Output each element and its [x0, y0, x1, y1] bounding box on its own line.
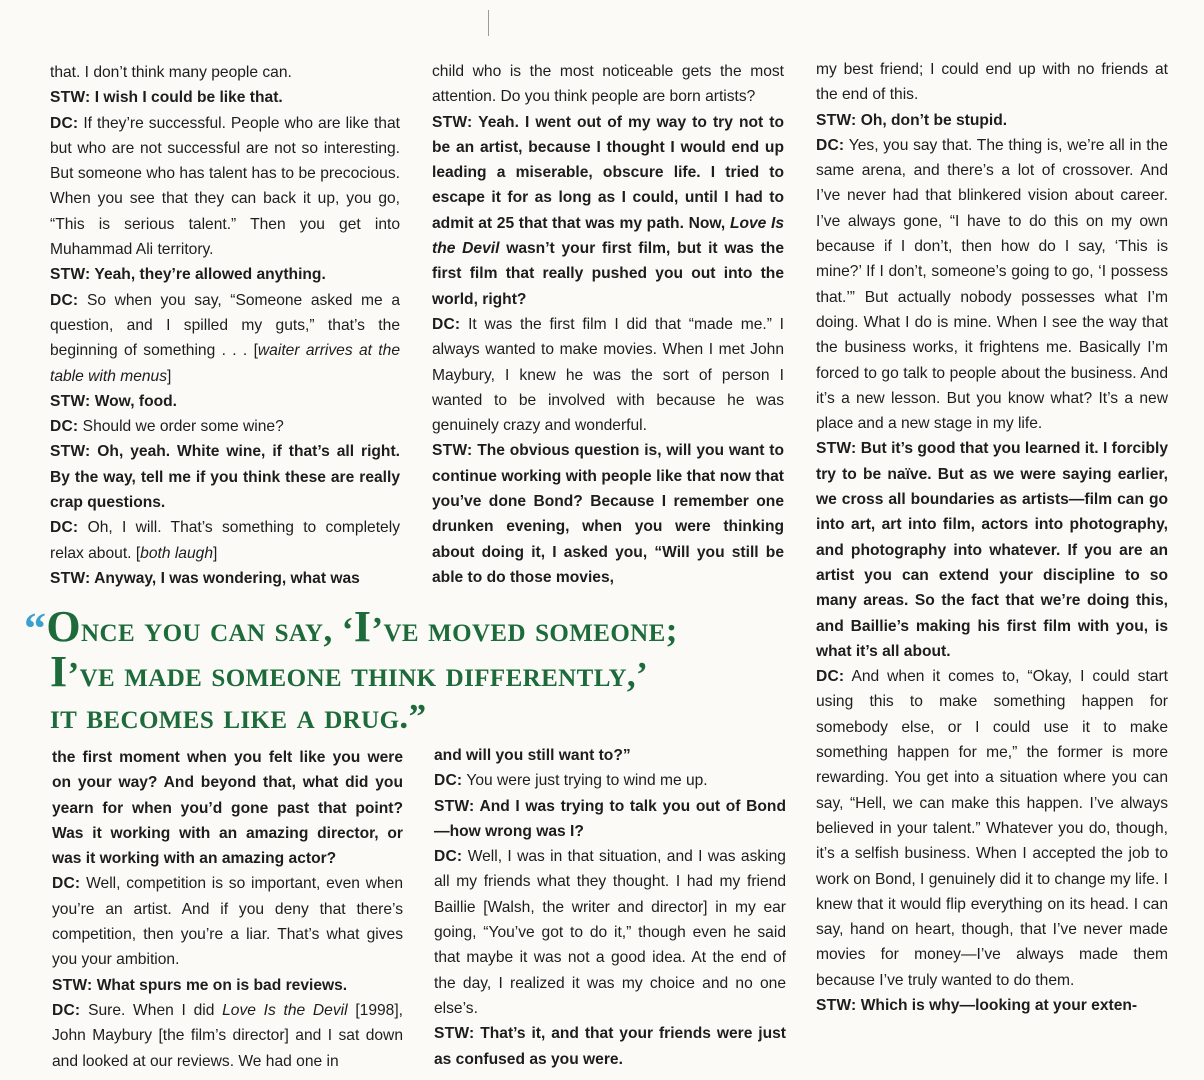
- speaker-label: DC:: [50, 291, 79, 309]
- answer-paragraph: DC: It was the first film I did that “made me.” I always wanted to make movies. When I met John Maybury, I knew he was the sort of person I wanted to be involved with because he was genuinely crazy and wonderful.: [432, 315, 784, 435]
- question-paragraph: STW: Yeah, they’re allowed anything.: [50, 266, 326, 284]
- question-paragraph: and will you still want to?”: [434, 747, 631, 764]
- question-paragraph: STW: What spurs me on is bad reviews.: [52, 976, 348, 994]
- answer-paragraph: DC: Well, I was in that situation, and I was asking all my friends what they thought. I had my friend Baillie [Walsh, the writer and director] in my ear going, “You’ve got to do it,” though even he said that maybe it was not a good idea. At the end of the day, I realized it was my choice and no one else’s.: [434, 848, 786, 1017]
- answer-paragraph: DC: Should we order some wine?: [50, 418, 284, 436]
- speaker-label: STW:: [52, 976, 93, 994]
- question-paragraph: STW: And I was trying to talk you out of Bond—how wrong was I?: [434, 797, 786, 840]
- question-paragraph: STW: Oh, don’t be stupid.: [816, 111, 1008, 129]
- column-2-bottom: [434, 743, 786, 1072]
- speaker-label: STW:: [434, 1025, 475, 1043]
- speaker-label: DC:: [50, 418, 79, 436]
- column-1-bottom: [52, 745, 403, 1074]
- speaker-label: STW:: [432, 442, 473, 460]
- page-crease: [488, 10, 489, 36]
- paragraph: my best friend; I could end up with no friends at the end of this.: [816, 61, 1168, 104]
- pull-quote-line-2: I’ve made someone think differently,’: [50, 647, 649, 696]
- speaker-label: DC:: [50, 114, 79, 132]
- question-paragraph: STW: The obvious question is, will you want to continue working with people like that now that you’ve done Bond? Because I remember one drunken evening, when you were thinking about doing it, I asked you, “Will you still be able to do those movies,: [432, 442, 784, 586]
- speaker-label: STW:: [50, 392, 91, 410]
- question-paragraph: the first moment when you felt like you were on your way? And beyond that, what did you yearn for when you’d gone past that point? Was it working with an amazing director, or was it working with an amazing actor?: [52, 749, 403, 868]
- question-paragraph: STW: Wow, food.: [50, 392, 177, 410]
- column-3: [816, 57, 1168, 1018]
- question-paragraph: STW: I wish I could be like that.: [50, 89, 283, 107]
- speaker-label: STW:: [50, 443, 91, 461]
- speaker-label: DC:: [432, 315, 461, 333]
- answer-paragraph: DC: You were just trying to wind me up.: [434, 772, 708, 790]
- question-paragraph: STW: Oh, yeah. White wine, if that’s all right. By the way, tell me if you think these are really crap questions.: [50, 443, 400, 512]
- answer-paragraph: DC: Yes, you say that. The thing is, we’re all in the same arena, and there’s a lot of crossover. And I’ve never had that blinkered vision about career. I’ve always gone, “I have to do this on my own because if I don’t, then how do I say, ‘This is mine?’ If I don’t, someone’s going to go, ‘I possess that.’” But actually nobody possesses what I’m doing. What I do is mine. When I see the way that the business works, it frightens me. Basically I’m forced to go talk to people about the business. And it’s a new lesson. But you know what? It’s a new place and a new stage in my life.: [816, 136, 1168, 433]
- answer-paragraph: DC: And when it comes to, “Okay, I could start using this to make something happen for somebody else, or I could use it to make something happen for me,” the former is more rewarding. You get into a situation where you can say, “Hell, we can make this happen. I’ve always believed in your talent.” Whatever you do, though, it’s a selfish business. When I accepted the job to work on Bond, I genuinely did it to change my life. I knew that it would flip everything on its head. I can say, hand on heart, though, that I’ve never made movies for money—I’ve always made them because I’ve truly wanted to do them.: [816, 668, 1168, 989]
- paragraph: that. I don’t think many people can.: [50, 64, 292, 81]
- speaker-label: DC:: [434, 848, 463, 866]
- speaker-label: STW:: [50, 89, 91, 107]
- question-paragraph: STW: Anyway, I was wondering, what was: [50, 569, 360, 587]
- speaker-label: DC:: [816, 668, 845, 686]
- answer-paragraph: DC: Oh, I will. That’s something to completely relax about. [both laugh]: [50, 519, 400, 562]
- speaker-label: DC:: [434, 772, 463, 790]
- pull-quote-line-3: it becomes like a drug.”: [50, 697, 427, 736]
- pull-quote-line-1: “Once you can say, ‘I’ve moved someone;: [24, 602, 678, 653]
- answer-paragraph: DC: So when you say, “Someone asked me a question, and I spilled my guts,” that’s the beginning of something . . . [waiter arrives at the table with menus]: [50, 291, 400, 385]
- column-2-top: [432, 59, 784, 590]
- open-quote-mark: “: [24, 604, 47, 653]
- speaker-label: DC:: [816, 136, 845, 154]
- question-paragraph: STW: Yeah. I went out of my way to try not to be an artist, because I thought I would end up leading a miserable, obscure life. I tried to escape it for as long as I could, until I had to admit at 25 that that was my path. Now, Love Is the Devil wasn’t your first film, but it was the first film that really pushed you out into the world, right?: [432, 113, 785, 308]
- question-paragraph: STW: That’s it, and that your friends were just as confused as you were.: [434, 1025, 786, 1068]
- speaker-label: STW:: [50, 266, 91, 284]
- question-paragraph: STW: But it’s good that you learned it. I forcibly try to be naïve. But as we were saying earlier, we cross all boundaries as artists—film can go into art, art into film, actors into photography, and photography into whatever. If you are an artist you can extend your discipline to so many areas. So the fact that we’re doing this, and Baillie’s making his first film with you, is what it’s all about.: [816, 440, 1168, 660]
- speaker-label: STW:: [434, 797, 475, 815]
- paragraph: child who is the most noticeable gets the most attention. Do you think people are born artists?: [432, 63, 784, 106]
- answer-paragraph: DC: Well, competition is so important, even when you’re an artist. And if you deny that there’s competition, then you’re a liar. That’s what gives you your ambition.: [52, 875, 403, 969]
- speaker-label: STW:: [432, 113, 473, 131]
- speaker-label: DC:: [50, 519, 79, 537]
- question-paragraph: STW: Which is why—looking at your exten-: [816, 996, 1138, 1014]
- speaker-label: DC:: [52, 875, 81, 893]
- answer-paragraph: DC: If they’re successful. People who are like that but who are not successful are not so interesting. But someone who has talent has to be precocious. When you see that they can back it up, you go, “This is serious talent.” Then you get into Muhammad Ali territory.: [50, 114, 400, 259]
- speaker-label: DC:: [52, 1001, 81, 1019]
- speaker-label: STW:: [816, 111, 857, 129]
- answer-paragraph: DC: Sure. When I did Love Is the Devil [1998], John Maybury [the film’s director] and I sat down and looked at our reviews. We had one in: [52, 1001, 404, 1070]
- speaker-label: STW:: [816, 440, 857, 458]
- speaker-label: STW:: [816, 996, 857, 1014]
- column-1-top: [50, 60, 400, 591]
- speaker-label: STW:: [50, 569, 91, 587]
- pull-quote: [24, 602, 814, 738]
